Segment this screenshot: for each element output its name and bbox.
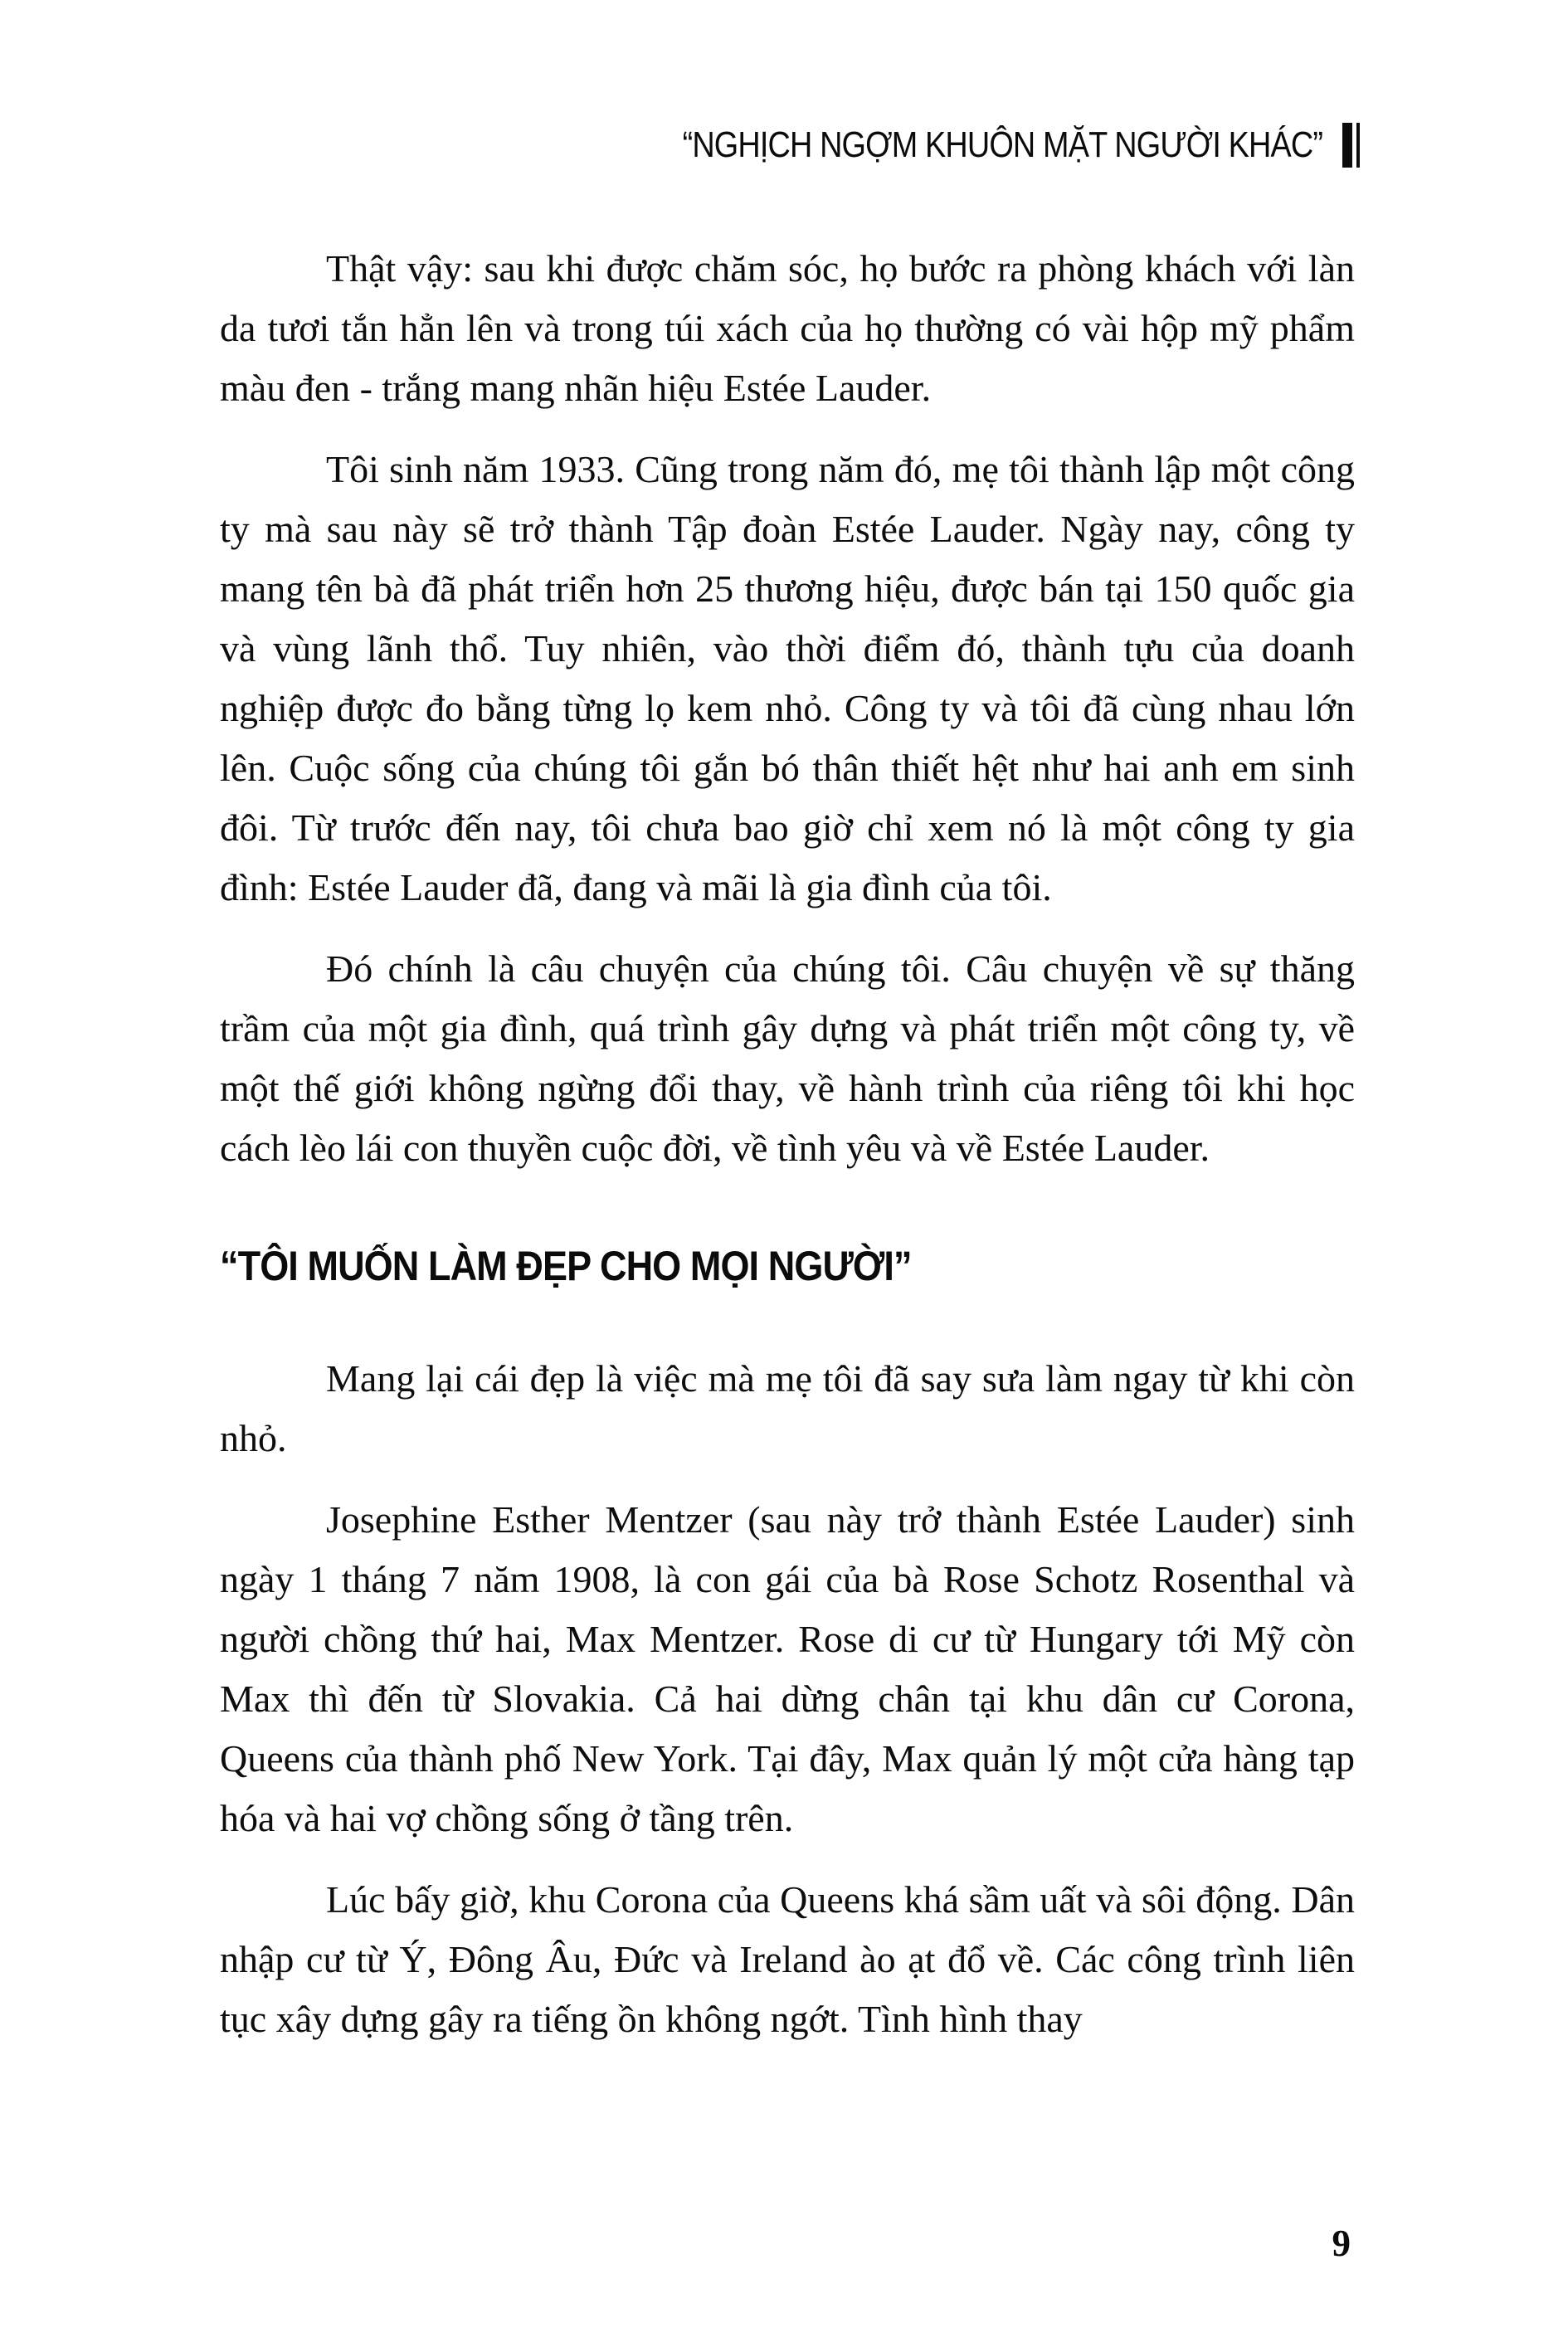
page-number: 9 [1332,2223,1351,2264]
double-bar-icon [1342,123,1360,168]
paragraph-intro-1: Thật vậy: sau khi được chăm sóc, họ bước ra phòng khách với làn da tươi tắn hẳn lên và trong túi xách của họ thường có vài hộp mỹ phẩm màu đen - trắng mang nhãn hiệu Estée Lauder. [220,247,1355,409]
running-head-title: “NGHỊCH NGỢM KHUÔN MẶT NGƯỜI KHÁC” [682,124,1322,165]
paragraph-intro-2: Tôi sinh năm 1933. Cũng trong năm đó, mẹ tôi thành lập một công ty mà sau này sẽ trở thành Tập đoàn Estée Lauder. Ngày nay, công ty mang tên bà đã phát triển hơn 25 thương hiệu, được bán tại 150 quốc gia và vùng lãnh thổ. Tuy nhiên, vào thời điểm đó, thành tựu của doanh nghiệp được đo bằng từng lọ kem nhỏ. Công ty và tôi đã cùng nhau lớn lên. Cuộc sống của chúng tôi gắn bó thân thiết hệt như hai anh em sinh đôi. Từ trước đến nay, tôi chưa bao giờ chỉ xem nó là một công ty gia đình: Estée Lauder đã, đang và mãi là gia đình của tôi. [220,448,1355,908]
page-header [578,121,1360,169]
paragraph-section-2: Josephine Esther Mentzer (sau này trở thành Estée Lauder) sinh ngày 1 tháng 7 năm 1908, là con gái của bà Rose Schotz Rosenthal và người chồng thứ hai, Max Mentzer. Rose di cư từ Hungary tới Mỹ còn Max thì đến từ Slovakia. Cả hai dừng chân tại khu dân cư Corona, Queens của thành phố New York. Tại đây, Max quản lý một cửa hàng tạp hóa và hai vợ chồng sống ở tầng trên. [220,1498,1355,1839]
section-heading: “TÔI MUỐN LÀM ĐẸP CHO MỌI NGƯỜI” [220,1243,912,1289]
page-content [220,239,1355,2071]
paragraph-section-3: Lúc bấy giờ, khu Corona của Queens khá sầm uất và sôi động. Dân nhập cư từ Ý, Đông Âu, Đức và Ireland ào ạt đổ về. Các công trình liên tục xây dựng gây ra tiếng ồn không ngớt. Tình hình thay [220,1878,1355,2040]
paragraph-section-1: Mang lại cái đẹp là việc mà mẹ tôi đã say sưa làm ngay từ khi còn nhỏ. [220,1357,1355,1459]
paragraph-intro-3: Đó chính là câu chuyện của chúng tôi. Câu chuyện về sự thăng trầm của một gia đình, quá trình gây dựng và phát triển một công ty, về một thế giới không ngừng đổi thay, về hành trình của riêng tôi khi học cách lèo lái con thuyền cuộc đời, về tình yêu và về Estée Lauder. [220,947,1355,1169]
